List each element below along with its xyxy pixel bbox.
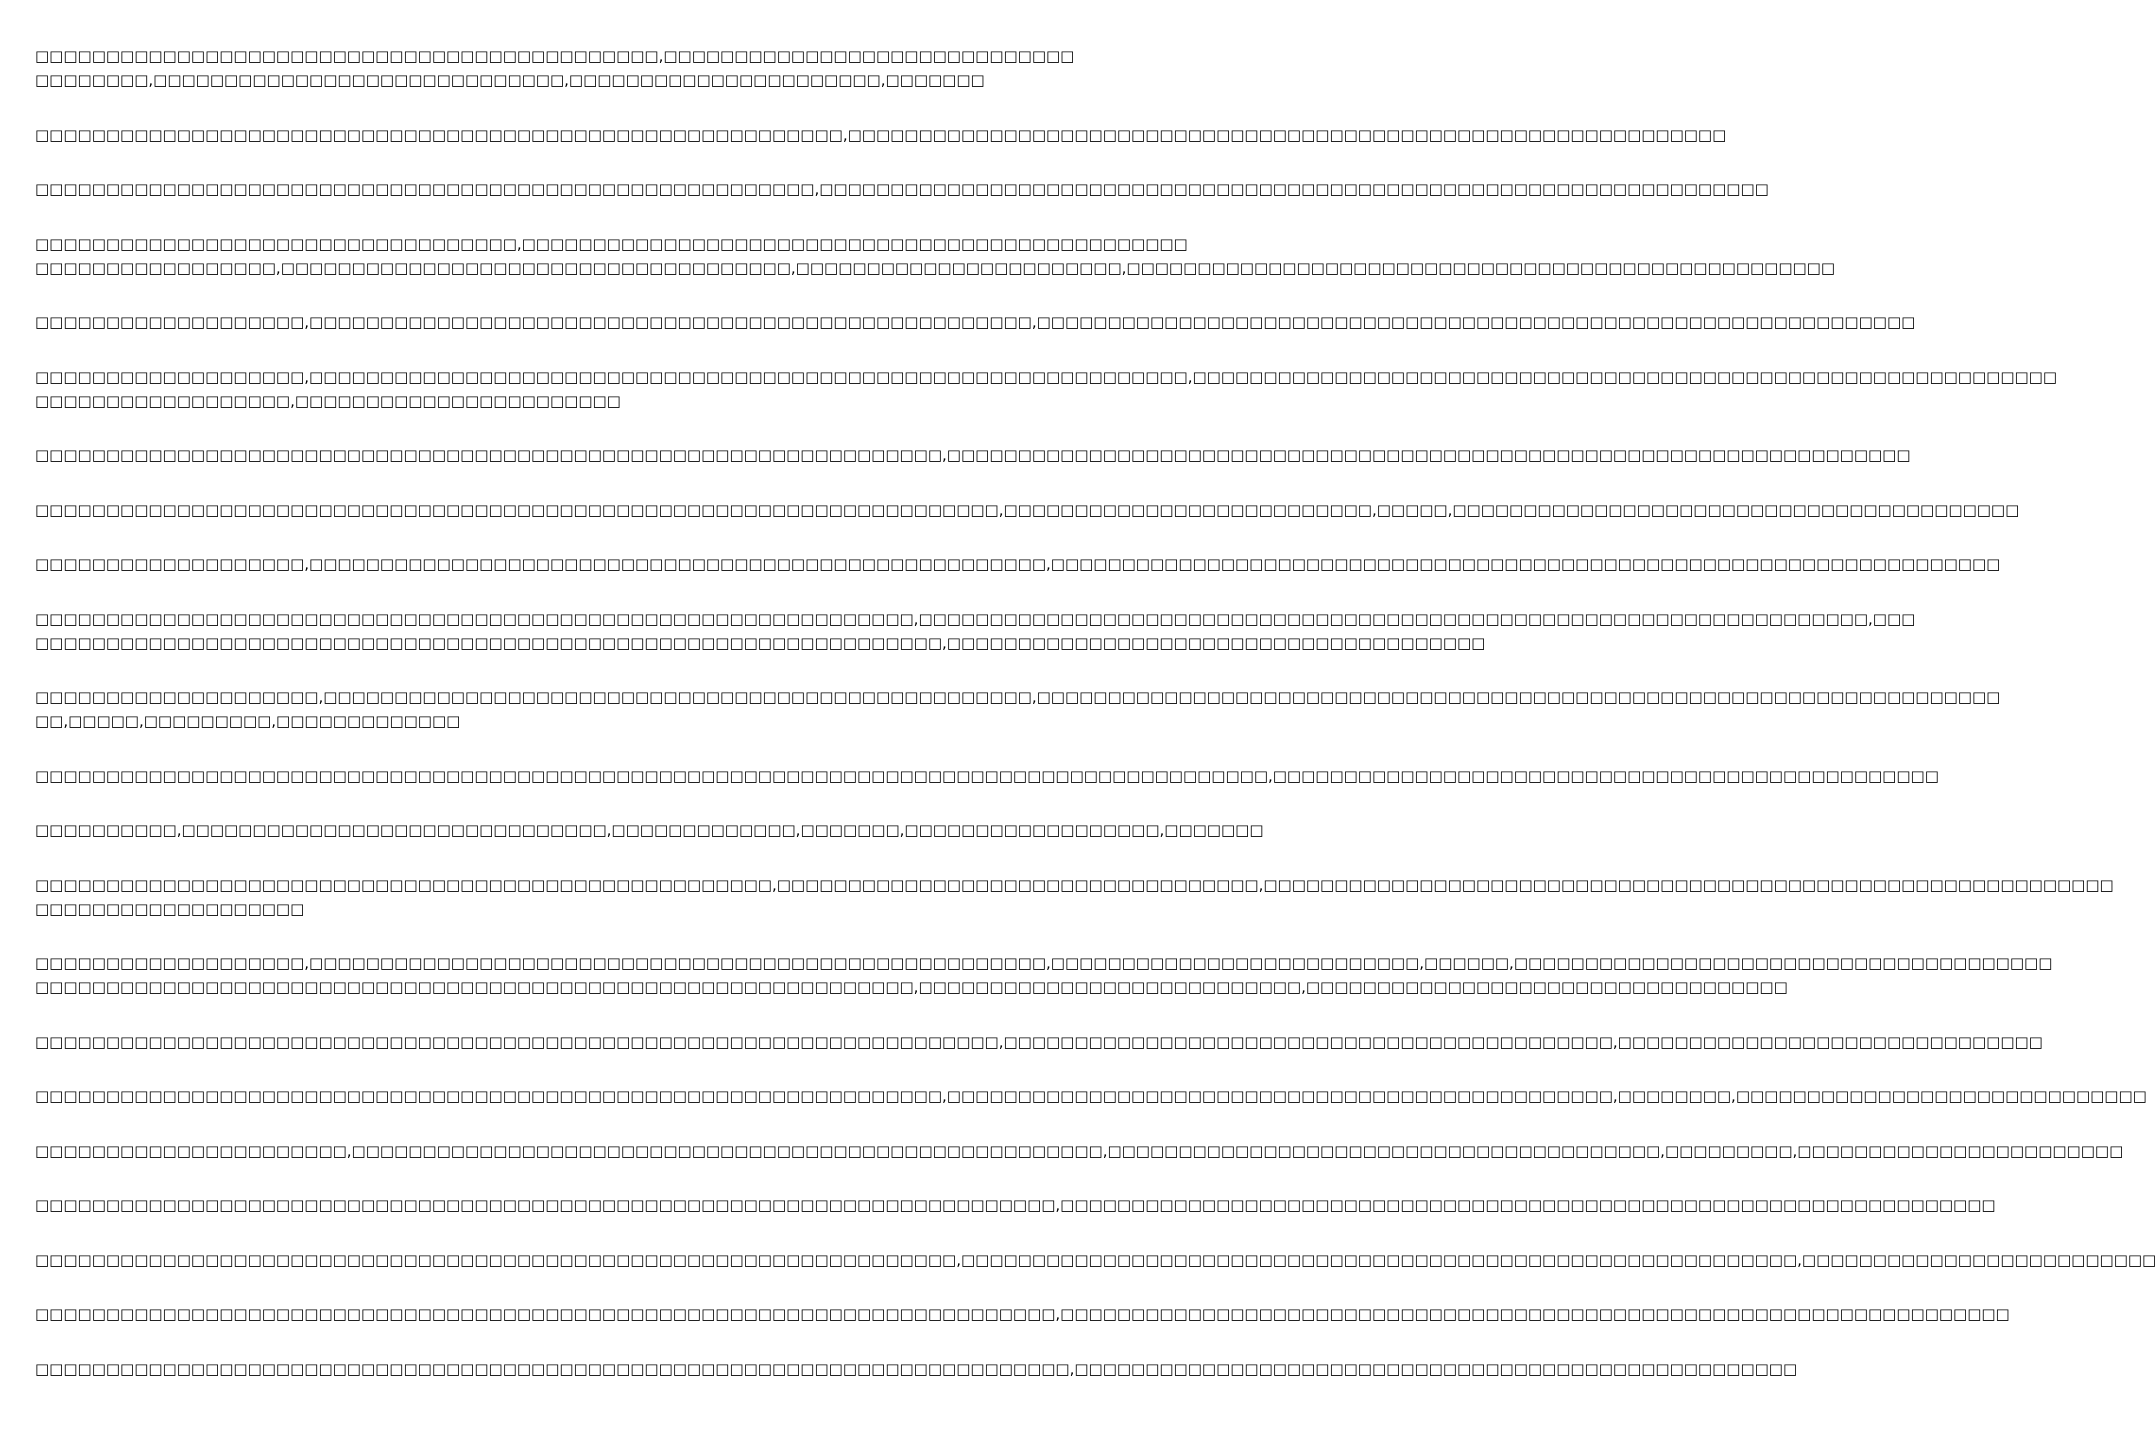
paragraph: [35, 443, 1911, 467]
paragraph: [35, 1030, 2043, 1054]
paragraph-line: □□□□□□□□□□□□□□□□□□□□,□□□□□□□□□□□□□□□□□□□□□□□□□□□□□□□□□□□□□□□□□□□□□□□□□□,□□□□□□□□□□□□□□□□□□□□□□□□□□□□□□□□□□□□□□□□□□□□□□□□□□□□□□□□□□□□□□□□□□□□: [35, 688, 2001, 706]
paragraph-line: □□□□□□□□□□□□□□□□□□□: [35, 899, 305, 918]
paragraph: [35, 951, 2053, 999]
paragraph: [35, 1302, 2010, 1326]
paragraph: [35, 310, 1916, 334]
paragraph-line: □□□□□□□□□□□□□□□□□□□□□□□□□□□□□□□□□□□□□□□□□□□□□□□□□□□□□□□□□□□□□□□□□□□□□□□□□□□□□□□□□□□□□□□,□□□□□□□□□□□□□□□□□□□□□□□□□□□□□□□□□□□□□□□□□□□□□□□: [35, 766, 1939, 785]
paragraph-line: □□□□□□□□□□□□□□□□□□□,□□□□□□□□□□□□□□□□□□□□□□□□□□□□□□□□□□□□□□□□□□□□□□□□□□□□□□□□□□□□□□,□□□□□□□□□□□□□□□□□□□□□□□□□□□□□□□□□□□□□□□□□□□□□□□□□□□□□□□□□□□□□: [35, 367, 2058, 386]
paragraph-line: □□□□□□□□□□□□□□□□□□□□□□□□□□□□□□□□□□□□□□□□□□□□□□□□□□□□□□□□□□□□□□□□□□□□□□□□□,□□□□□□□□□□□□□□□□□□□□□□□□□□□□□□□□□□□□□□□□□□□□□□□□□□□: [35, 1359, 1798, 1378]
paragraph-line: □□□□□□□□□□□□□□□□□□□□□□□□□□□□□□□□□□□□□□□□□□□□□□□□□□□□□□□□□,□□□□□□□□□□□□□□□□□□□□□□□□□□□□□□□□□□□□□□□□□□□□□□□□□□□□□□□□□□□□□□: [35, 125, 1727, 144]
paragraph: [35, 764, 1939, 788]
paragraph-line: □□□□□□□□□□□□□□□□□□□□□□□□□□□□□□□□□□□□□□□□□□□□□□□□□□□□□□□□□□□□□□□□□□□□,□□□□□□□□□□□□□□□□□□□□□□□□□□□□□□□□□□□□□□□□□□□,□□□□□□□□□□□□□□□□□□□□□□□□□□□□□□: [35, 1032, 2043, 1051]
paragraph-line: □□□□□□□□□□□□□□□□□□□□□□□□□□□□□□□□□□□□□□□□□□□□□□□□□□□□□□□□□□□□□□,□□□□□□□□□□□□□□□□□□□□□□□□□□□□□□□□□□□□□□□□□□□□□□□□□□□□□□□□□□□□□□□□□□□,□□□: [35, 609, 1916, 628]
paragraph-line: □□□□□□□□□□□□□□□□□□□□□□□□□□□□□□□□□□□□□□□□□□□□□□□□□□□□□□□,□□□□□□□□□□□□□□□□□□□□□□□□□□□□□□□□□□□□□□□□□□□□□□□□□□□□□□□□□□□□□□□□□□□: [35, 180, 1769, 198]
paragraph: [35, 1193, 1996, 1217]
paragraph: [35, 1084, 2147, 1108]
paragraph: [35, 44, 1075, 92]
paragraph: [35, 177, 1769, 201]
paragraph-line: □□□□□□□□□□□□□□□□□□,□□□□□□□□□□□□□□□□□□□□□□□: [35, 391, 621, 410]
paragraph: [35, 1248, 2156, 1272]
paragraph-line: □□□□□□□□□□□□□□□□□□□□□□□□□□□□□□□□□□□□□□□□□□□□,□□□□□□□□□□□□□□□□□□□□□□□□□□□□□: [35, 47, 1075, 65]
paragraph-line: □□□□□□□□□□□□□□□□□□□,□□□□□□□□□□□□□□□□□□□□□□□□□□□□□□□□□□□□□□□□□□□□□□□□□□□□,□□□□□□□□□□□□□□□□□□□□□□□□□□,□□□□□□,□□□□□□□□□□□□□□□□□□□□□□□□□□□□□□□□□□□□□□: [35, 954, 2053, 972]
paragraph-line: □□□□□□□□□□□□□□□□□□□,□□□□□□□□□□□□□□□□□□□□□□□□□□□□□□□□□□□□□□□□□□□□□□□□□□□,□□□□□□□□□□□□□□□□□□□□□□□□□□□□□□□□□□□□□□□□□□□□□□□□□□□□□□□□□□□□□□: [35, 313, 1916, 331]
paragraph-line: □□□□□□□□,□□□□□□□□□□□□□□□□□□□□□□□□□□□□□,□□□□□□□□□□□□□□□□□□□□□□,□□□□□□□: [35, 71, 985, 89]
paragraph-line: □□□□□□□□□□,□□□□□□□□□□□□□□□□□□□□□□□□□□□□□□,□□□□□□□□□□□□□,□□□□□□□,□□□□□□□□□□□□□□□□□□,□□□□□□□: [35, 821, 1264, 839]
paragraph: [35, 1357, 1798, 1381]
paragraph: [35, 498, 2020, 522]
paragraph: [35, 607, 1916, 655]
paragraph: [35, 685, 2001, 733]
paragraph: [35, 873, 2114, 921]
paragraph-line: □□□□□□□□□□□□□□□□□,□□□□□□□□□□□□□□□□□□□□□□□□□□□□□□□□□□□□,□□□□□□□□□□□□□□□□□□□□□□□,□□□□□□□□□□□□□□□□□□□□□□□□□□□□□□□□□□□□□□□□□□□□□□□□□□: [35, 258, 1836, 277]
paragraph-line: □□□□□□□□□□□□□□□□□□□□□□□□□□□□□□□□□□□□□□□□□□□□□□□□□□□□□□□□□□□□□□□□,□□□□□□□□□□□□□□□□□□□□□□□□□□□□□□□□□□□□□□□□□□□□□□□,□□□□□□□□,□□□□□□□□□□□□□□□□□□□□□□□□□□□□□: [35, 1087, 2147, 1105]
paragraph-line: □□,□□□□□,□□□□□□□□□,□□□□□□□□□□□□□: [35, 712, 461, 730]
paragraph-line: □□□□□□□□□□□□□□□□□□□□□□□□□□□□□□□□□□,□□□□□□□□□□□□□□□□□□□□□□□□□□□□□□□□□□□□□□□□□□□□□□□: [35, 234, 1188, 253]
paragraph: [35, 552, 2001, 576]
document-body: [35, 44, 2156, 1424]
paragraph-line: □□□□□□□□□□□□□□□□□□□□□□□□□□□□□□□□□□□□□□□□□□□□□□□□□□□□□□□□□□□□□□□□□□□□□□□□,□□□□□□□□□□□□□□□□□□□□□□□□□□□□□□□□□□□□□□□□□□□□□□□□□□□□□□□□□□□□□□□□□□□: [35, 1305, 2010, 1323]
paragraph: [35, 232, 1836, 280]
paragraph: [35, 818, 1264, 842]
paragraph-line: □□□□□□□□□□□□□□□□□□□,□□□□□□□□□□□□□□□□□□□□□□□□□□□□□□□□□□□□□□□□□□□□□□□□□□□□,□□□□□□□□□□□□□□□□□□□□□□□□□□□□□□□□□□□□□□□□□□□□□□□□□□□□□□□□□□□□□□□□□□□: [35, 555, 2001, 573]
paragraph-line: □□□□□□□□□□□□□□□□□□□□□□□□□□□□□□□□□□□□□□□□□□□□□□□□□□□□□□□□□□□□□□□□□□□□,□□□□□□□□□□□□□□□□□□□□□□□□□□,□□□□□,□□□□□□□□□□□□□□□□□□□□□□□□□□□□□□□□□□□□□□□□: [35, 500, 2020, 519]
paragraph-line: □□□□□□□□□□□□□□□□□□□□□□□□□□□□□□□□□□□□□□□□□□□□□□□□□□□□□□□□□□□□□□,□□□□□□□□□□□□□□□□□□□□□□□□□□□,□□□□□□□□□□□□□□□□□□□□□□□□□□□□□□□□□□: [35, 978, 1788, 996]
paragraph-line: □□□□□□□□□□□□□□□□□□□□□□□□□□□□□□□□□□□□□□□□□□□□□□□□□□□□□□□□□□□□□□□□□,□□□□□□□□□□□□□□□□□□□□□□□□□□□□□□□□□□□□□□□□□□□□□□□□□□□□□□□□□□□,□□□□□□□□□□□□□□□□□□□□□□□□□: [35, 1250, 2156, 1269]
paragraph-line: □□□□□□□□□□□□□□□□□□□□□□□□□□□□□□□□□□□□□□□□□□□□□□□□□□□□□□□□□□□□□□□□,□□□□□□□□□□□□□□□□□□□□□□□□□□□□□□□□□□□□□□: [35, 633, 1486, 652]
paragraph-line: □□□□□□□□□□□□□□□□□□□□□□□□□□□□□□□□□□□□□□□□□□□□□□□□□□□□□□□□□□□□□□□□,□□□□□□□□□□□□□□□□□□□□□□□□□□□□□□□□□□□□□□□□□□□□□□□□□□□□□□□□□□□□□□□□□□□□: [35, 446, 1911, 464]
paragraph: [35, 365, 2058, 413]
paragraph: [35, 1139, 2124, 1163]
paragraph-line: □□□□□□□□□□□□□□□□□□□□□□□□□□□□□□□□□□□□□□□□□□□□□□□□□□□□,□□□□□□□□□□□□□□□□□□□□□□□□□□□□□□□□□□,□□□□□□□□□□□□□□□□□□□□□□□□□□□□□□□□□□□□□□□□□□□□□□□□□□□□□□□□□□□□: [35, 875, 2114, 894]
paragraph-line: □□□□□□□□□□□□□□□□□□□□□□□□□□□□□□□□□□□□□□□□□□□□□□□□□□□□□□□□□□□□□□□□□□□□□□□□,□□□□□□□□□□□□□□□□□□□□□□□□□□□□□□□□□□□□□□□□□□□□□□□□□□□□□□□□□□□□□□□□□□: [35, 1196, 1996, 1214]
paragraph: [35, 123, 1727, 147]
paragraph-line: □□□□□□□□□□□□□□□□□□□□□□,□□□□□□□□□□□□□□□□□□□□□□□□□□□□□□□□□□□□□□□□□□□□□□□□□□□□□,□□□□□□□□□□□□□□□□□□□□□□□□□□□□□□□□□□□□□□□,□□□□□□□□□,□□□□□□□□□□□□□□□□□□□□□□□: [35, 1141, 2124, 1160]
